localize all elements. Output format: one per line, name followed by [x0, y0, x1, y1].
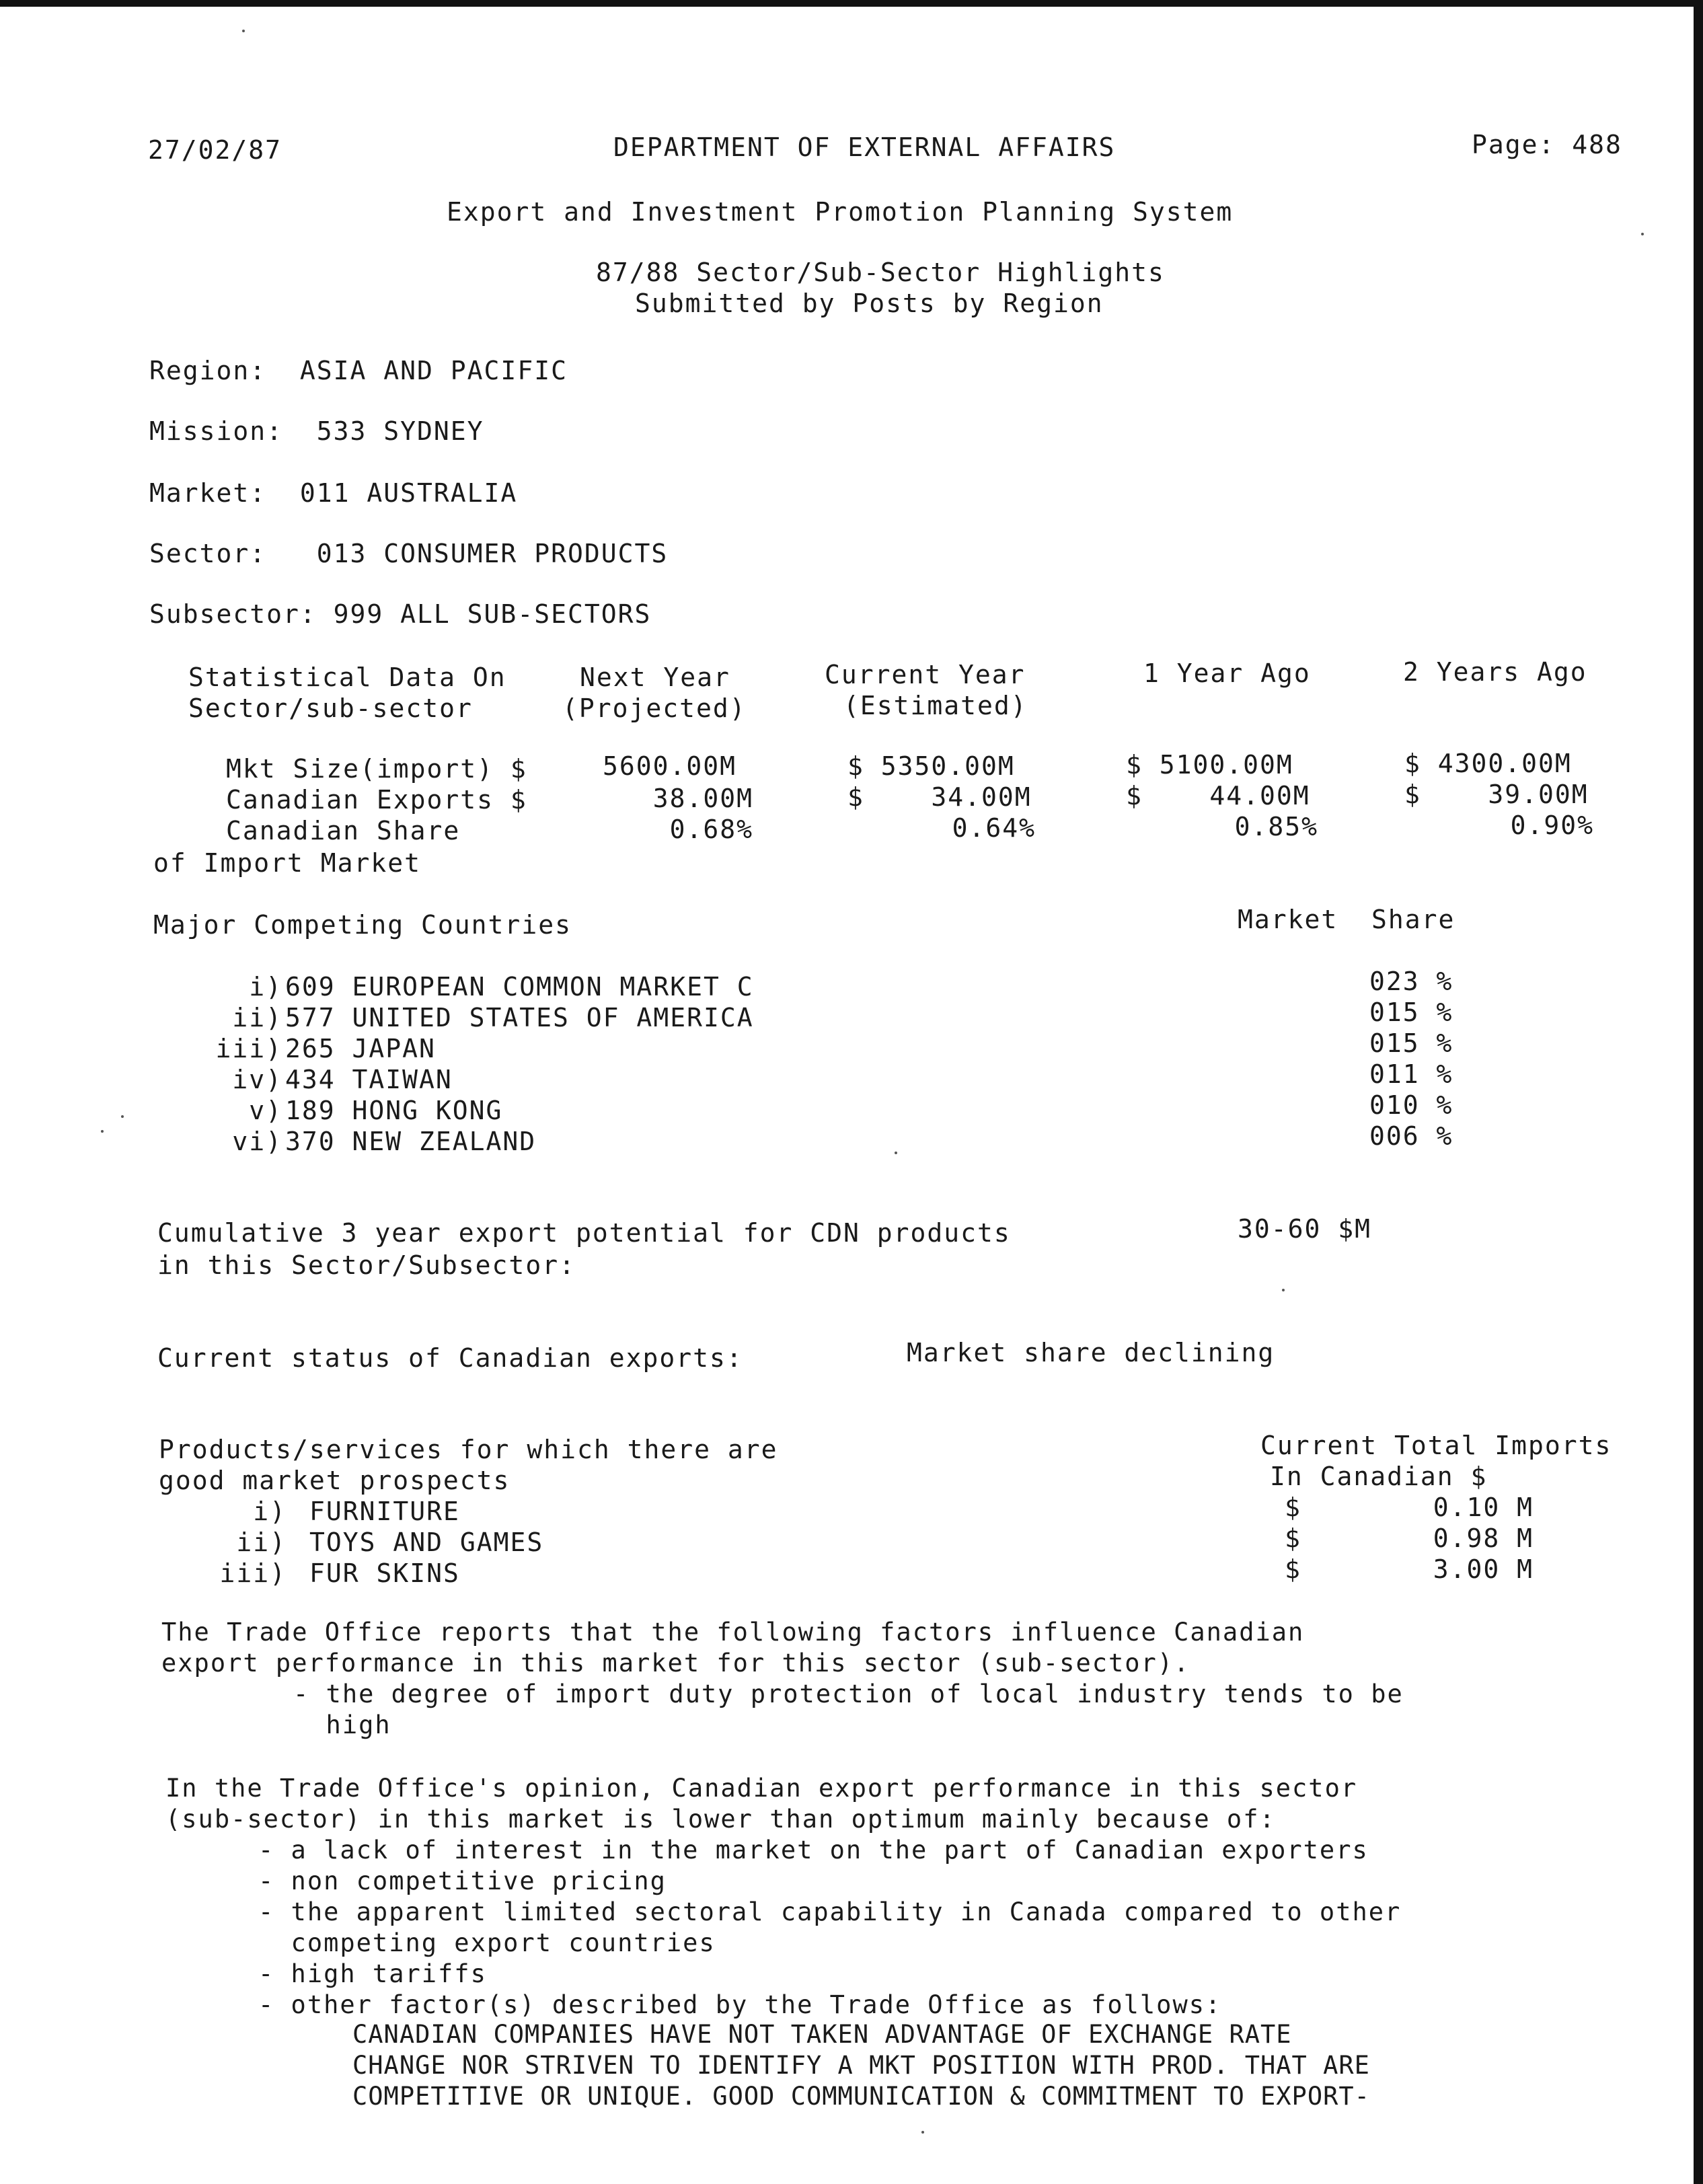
- scan-speck: [895, 1152, 897, 1154]
- row-exports-2y: $ 39.00M: [1404, 780, 1589, 809]
- other-factor-line-3: COMPETITIVE OR UNIQUE. GOOD COMMUNICATION & COMMITMENT TO EXPORT-: [352, 2082, 1370, 2111]
- mission-field: Mission: 533 SYDNEY: [149, 416, 484, 446]
- scan-speck: [921, 2131, 924, 2134]
- row-mkt-size-label: Mkt Size(import) $: [226, 754, 527, 784]
- product-name: FUR SKINS: [309, 1558, 460, 1588]
- competitor-num: iii): [215, 1034, 282, 1063]
- competitor-name: 370 NEW ZEALAND: [285, 1127, 537, 1156]
- opinion-line-2: (sub-sector) in this market is lower than optimum mainly because of:: [165, 1805, 1276, 1834]
- row-exports-label: Canadian Exports $: [226, 785, 527, 815]
- market-share-heading: Market Share: [1238, 905, 1455, 934]
- product-currency: $: [1285, 1554, 1301, 1584]
- competitor-num: v): [249, 1096, 282, 1125]
- row-exports-next: 38.00M: [652, 784, 753, 813]
- imports-heading-2: In Canadian $: [1270, 1462, 1488, 1491]
- scan-speck: [121, 1115, 124, 1118]
- system-title: Export and Investment Promotion Planning System: [447, 197, 1234, 227]
- potential-line-2: in this Sector/Subsector:: [157, 1250, 576, 1280]
- row-mkt-size-1y: $ 5100.00M: [1126, 750, 1293, 780]
- competitor-share: 015 %: [1369, 1028, 1453, 1058]
- competitor-num: iv): [232, 1065, 282, 1094]
- competitors-heading: Major Competing Countries: [153, 910, 572, 940]
- row-share-next: 0.68%: [669, 815, 753, 844]
- opinion-line-1: In the Trade Office's opinion, Canadian export performance in this sector: [165, 1774, 1358, 1803]
- other-factor-line-1: CANADIAN COMPANIES HAVE NOT TAKEN ADVANTAGE OF EXCHANGE RATE: [352, 2020, 1292, 2049]
- col-one-year-ago: 1 Year Ago: [1143, 658, 1311, 688]
- row-share-1y: 0.85%: [1234, 812, 1318, 841]
- opinion-bullet-5: - other factor(s) described by the Trade Office as follows:: [258, 1990, 1222, 2019]
- products-line-1: Products/services for which there are: [159, 1435, 778, 1464]
- col-current-year: Current Year: [825, 660, 1026, 689]
- row-share-label: Canadian Share: [226, 816, 461, 845]
- report-date: 27/02/87: [148, 135, 282, 165]
- product-currency: $: [1285, 1523, 1301, 1553]
- scan-speck: [242, 30, 245, 32]
- product-num: i): [253, 1497, 287, 1526]
- market-field: Market: 011 AUSTRALIA: [149, 478, 518, 508]
- sector-field: Sector: 013 CONSUMER PRODUCTS: [149, 539, 669, 568]
- competitor-name: 609 EUROPEAN COMMON MARKET C: [285, 972, 754, 1002]
- competitor-share: 011 %: [1369, 1059, 1453, 1089]
- factor-bullet-1-cont: high: [293, 1710, 391, 1739]
- product-import-value: 3.00 M: [1433, 1554, 1534, 1584]
- row-share-2y: 0.90%: [1510, 811, 1594, 840]
- product-import-value: 0.10 M: [1433, 1493, 1534, 1522]
- competitor-name: 189 HONG KONG: [285, 1096, 503, 1125]
- products-line-2: good market prospects: [159, 1466, 510, 1495]
- report-subtitle: Submitted by Posts by Region: [635, 289, 1104, 318]
- competitor-num: vi): [232, 1127, 282, 1156]
- row-mkt-size-current: $ 5350.00M: [847, 751, 1015, 781]
- competitor-share: 023 %: [1369, 967, 1453, 996]
- scan-speck: [1641, 233, 1644, 235]
- col-next-year: Next Year: [580, 663, 730, 692]
- competitor-share: 006 %: [1369, 1121, 1453, 1151]
- status-label: Current status of Canadian exports:: [157, 1343, 743, 1373]
- row-exports-1y: $ 44.00M: [1126, 781, 1310, 811]
- competitor-name: 265 JAPAN: [285, 1034, 436, 1063]
- factors-line-2: export performance in this market for this sector (sub-sector).: [161, 1649, 1190, 1678]
- opinion-bullet-2: - non competitive pricing: [258, 1867, 667, 1895]
- region-field: Region: ASIA AND PACIFIC: [149, 356, 568, 385]
- scan-speck: [1282, 1289, 1285, 1291]
- department-title: DEPARTMENT OF EXTERNAL AFFAIRS: [613, 133, 1116, 162]
- competitor-num: ii): [232, 1003, 282, 1032]
- scan-speck: [101, 1130, 104, 1133]
- product-num: iii): [219, 1558, 287, 1588]
- competitor-name: 434 TAIWAN: [285, 1065, 453, 1094]
- status-value: Market share declining: [907, 1338, 1275, 1367]
- competitor-num: i): [249, 972, 282, 1002]
- competitor-share: 015 %: [1369, 997, 1453, 1027]
- product-import-value: 0.98 M: [1433, 1523, 1534, 1553]
- report-title: 87/88 Sector/Sub-Sector Highlights: [596, 258, 1165, 287]
- imports-heading-1: Current Total Imports: [1260, 1431, 1612, 1460]
- row-mkt-size-next: 5600.00M: [603, 751, 737, 781]
- opinion-bullet-3: - the apparent limited sectoral capability in Canada compared to other: [258, 1897, 1402, 1926]
- product-num: ii): [236, 1528, 287, 1557]
- competitor-share: 010 %: [1369, 1090, 1453, 1120]
- product-name: TOYS AND GAMES: [309, 1528, 544, 1557]
- subsector-field: Subsector: 999 ALL SUB-SECTORS: [149, 599, 652, 629]
- other-factor-line-2: CHANGE NOR STRIVEN TO IDENTIFY A MKT POSITION WITH PROD. THAT ARE: [352, 2051, 1370, 2080]
- row-exports-current: $ 34.00M: [847, 782, 1032, 812]
- col-two-years-ago: 2 Years Ago: [1403, 657, 1587, 687]
- product-name: FURNITURE: [309, 1497, 460, 1526]
- col-next-year-sub: (Projected): [562, 693, 747, 723]
- stats-head-label-2: Sector/sub-sector: [188, 693, 473, 723]
- opinion-bullet-1: - a lack of interest in the market on the part of Canadian exporters: [258, 1836, 1369, 1865]
- col-current-year-sub: (Estimated): [843, 691, 1028, 720]
- stats-head-label-1: Statistical Data On: [188, 663, 506, 692]
- competitor-name: 577 UNITED STATES OF AMERICA: [285, 1003, 754, 1032]
- opinion-bullet-4: - high tariffs: [258, 1959, 487, 1988]
- factor-bullet-1: - the degree of import duty protection of local industry tends to be: [293, 1680, 1404, 1708]
- potential-line-1: Cumulative 3 year export potential for CDN products: [157, 1218, 1011, 1248]
- potential-value: 30-60 $M: [1238, 1214, 1372, 1244]
- row-share-current: 0.64%: [952, 813, 1036, 843]
- page-number: Page: 488: [1472, 130, 1622, 159]
- factors-line-1: The Trade Office reports that the following factors influence Canadian: [161, 1618, 1305, 1647]
- opinion-bullet-3-cont: competing export countries: [258, 1928, 716, 1957]
- product-currency: $: [1285, 1493, 1301, 1522]
- row-mkt-size-2y: $ 4300.00M: [1404, 749, 1572, 778]
- share-suffix: of Import Market: [153, 848, 422, 878]
